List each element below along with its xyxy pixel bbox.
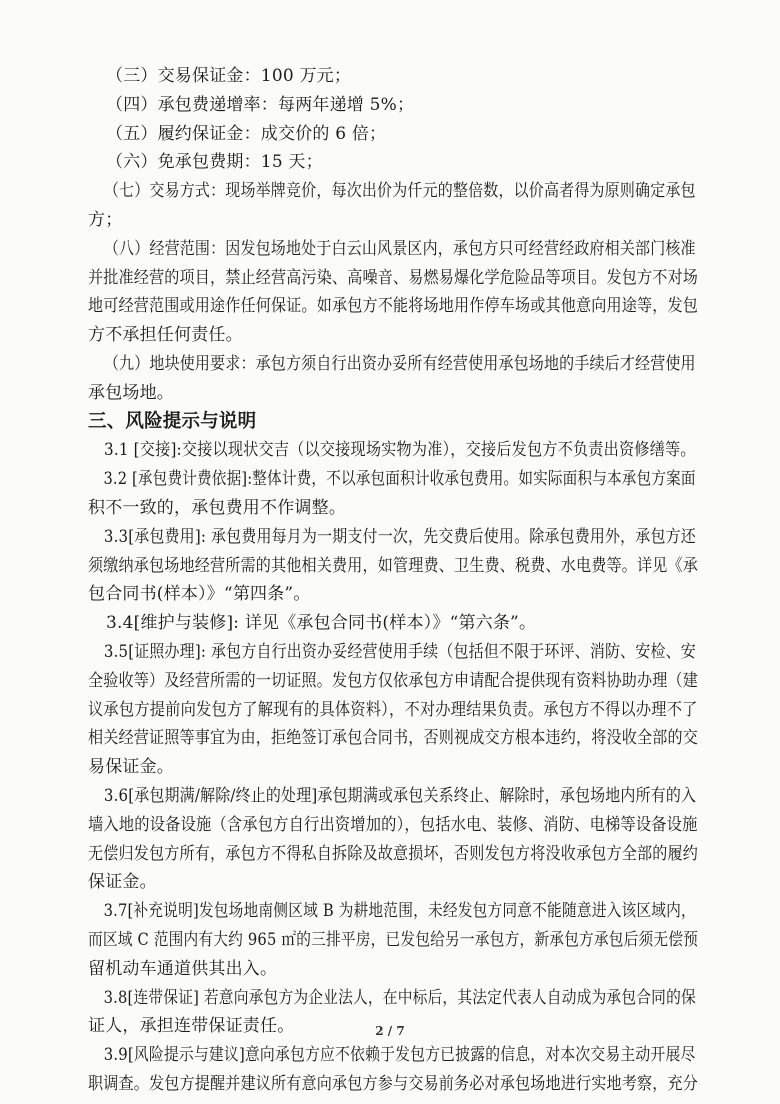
clause-line: （三）交易保证金：100 万元； bbox=[106, 66, 352, 86]
clause-line: 而区域 C 范围内有大约 965 ㎡的三排平房，已发包给另一承包方，新承包方承包后须无偿预 bbox=[88, 929, 699, 950]
clause-line: 墙入地的设备设施（含承包方自行出资增加的），包括水电、装修、消防、电梯等设备设施 bbox=[88, 814, 698, 835]
clause-line: 并批准经营的项目，禁止经营高污染、高噪音、易燃易爆化学危险品等项目。发包方不对场 bbox=[88, 267, 698, 288]
clause-line: 3.9[风险提示与建议]意向承包方应不依赖于发包方已披露的信息，对本次交易主动开展尽 bbox=[103, 1045, 696, 1066]
clause-line: 无偿归发包方所有，承包方不得私自拆除及故意损坏，否则发包方将没收承包方全部的履约 bbox=[88, 843, 698, 864]
clause-line: （六）免承包费期：15 天； bbox=[106, 152, 323, 173]
clause-line: （五）履约保证金：成交价的 6 倍； bbox=[106, 123, 387, 144]
clause-line: 方不承担任何责任。 bbox=[88, 325, 243, 346]
clause-line: 3.1 [交接]:交接以现状交吉（以交接现场实物为准），交接后发包方不负责出资修缮等。 bbox=[104, 440, 696, 461]
clause-line: 须缴纳承包场地经营所需的其他相关费用，如管理费、卫生费、税费、水电费等。详见《承 bbox=[88, 555, 698, 576]
clause-line: 地可经营范围或用途作任何保证。如承包方不能将场地用作停车场或其他意向用途等，发包 bbox=[88, 296, 698, 317]
clause-line: 3.3[承包费用]: 承包费用每月为一期支付一次，先交费后使用。除承包费用外，承包方还 bbox=[103, 526, 696, 547]
clause-line: （八）经营范围：因发包场地处于白云山风景区内，承包方只可经营经政府相关部门核准 bbox=[103, 238, 696, 259]
clause-line: 留机动车通道供其出入。 bbox=[88, 958, 278, 979]
clause-line: 3.5[证照办理]: 承包方自行出资办妥经营使用手续（包括但不限于环评、消防、安检、安 bbox=[103, 641, 696, 662]
clause-line: 方； bbox=[88, 209, 123, 230]
section-heading: 三、风险提示与说明 bbox=[88, 410, 257, 432]
clause-line: （九）地块使用要求：承包方须自行出资办妥所有经营使用承包场地的手续后才经营使用 bbox=[103, 353, 696, 374]
clause-line: 相关经营证照等事宜为由，拒绝签订承包合同书，否则视成交方根本违约，将没收全部的交 bbox=[88, 728, 698, 749]
clause-line: 议承包方提前向发包方了解现有的具体资料），不对办理结果负责。承包方不得以办理不了 bbox=[88, 699, 698, 720]
clause-line: 3.6[承包期满/解除/终止的处理]承包期满或承包关系终止、解除时，承包场地内所有的入 bbox=[103, 785, 697, 806]
clause-line: 证人，承担连带保证责任。 bbox=[88, 1016, 295, 1037]
clause-line: 保证金。 bbox=[88, 872, 157, 893]
clause-line: 积不一致的，承包费用不作调整。 bbox=[88, 497, 346, 518]
clause-line: 易保证金。 bbox=[88, 757, 174, 778]
clause-line: 承包场地。 bbox=[88, 382, 174, 403]
clause-line: 3.8[连带保证] 若意向承包方为企业法人，在中标后，其法定代表人自动成为承包合同的保 bbox=[103, 987, 696, 1008]
clause-line: 职调查。发包方提醒并建议所有意向承包方参与交易前务必对承包场地进行实地考察，充分 bbox=[88, 1073, 698, 1094]
page-number: 2 / 7 bbox=[375, 1024, 405, 1038]
clause-line: 3.7[补充说明]发包场地南侧区域 B 为耕地范围，未经发包方同意不能随意进入该区域内， bbox=[103, 901, 696, 922]
clause-line: （四）承包费递增率：每两年递增 5%； bbox=[106, 94, 415, 115]
clause-line: 全验收等）及经营所需的一切证照。发包方仅依承包方申请配合提供现有资料协助办理（建 bbox=[88, 670, 698, 691]
clause-line: 3.4[维护与装修]: 详见《承包合同书(样本）》“第六条”。 bbox=[106, 613, 537, 634]
clause-line: 包合同书(样本）》“第四条”。 bbox=[88, 584, 311, 605]
document-body bbox=[88, 62, 698, 1099]
clause-line: 3.2 [承包费计费依据]:整体计费，不以承包面积计收承包费用。如实际面积与本承包方案面 bbox=[103, 469, 696, 490]
clause-line: （七）交易方式：现场举牌竞价，每次出价为仟元的整倍数，以价高者得为原则确定承包 bbox=[103, 181, 696, 202]
